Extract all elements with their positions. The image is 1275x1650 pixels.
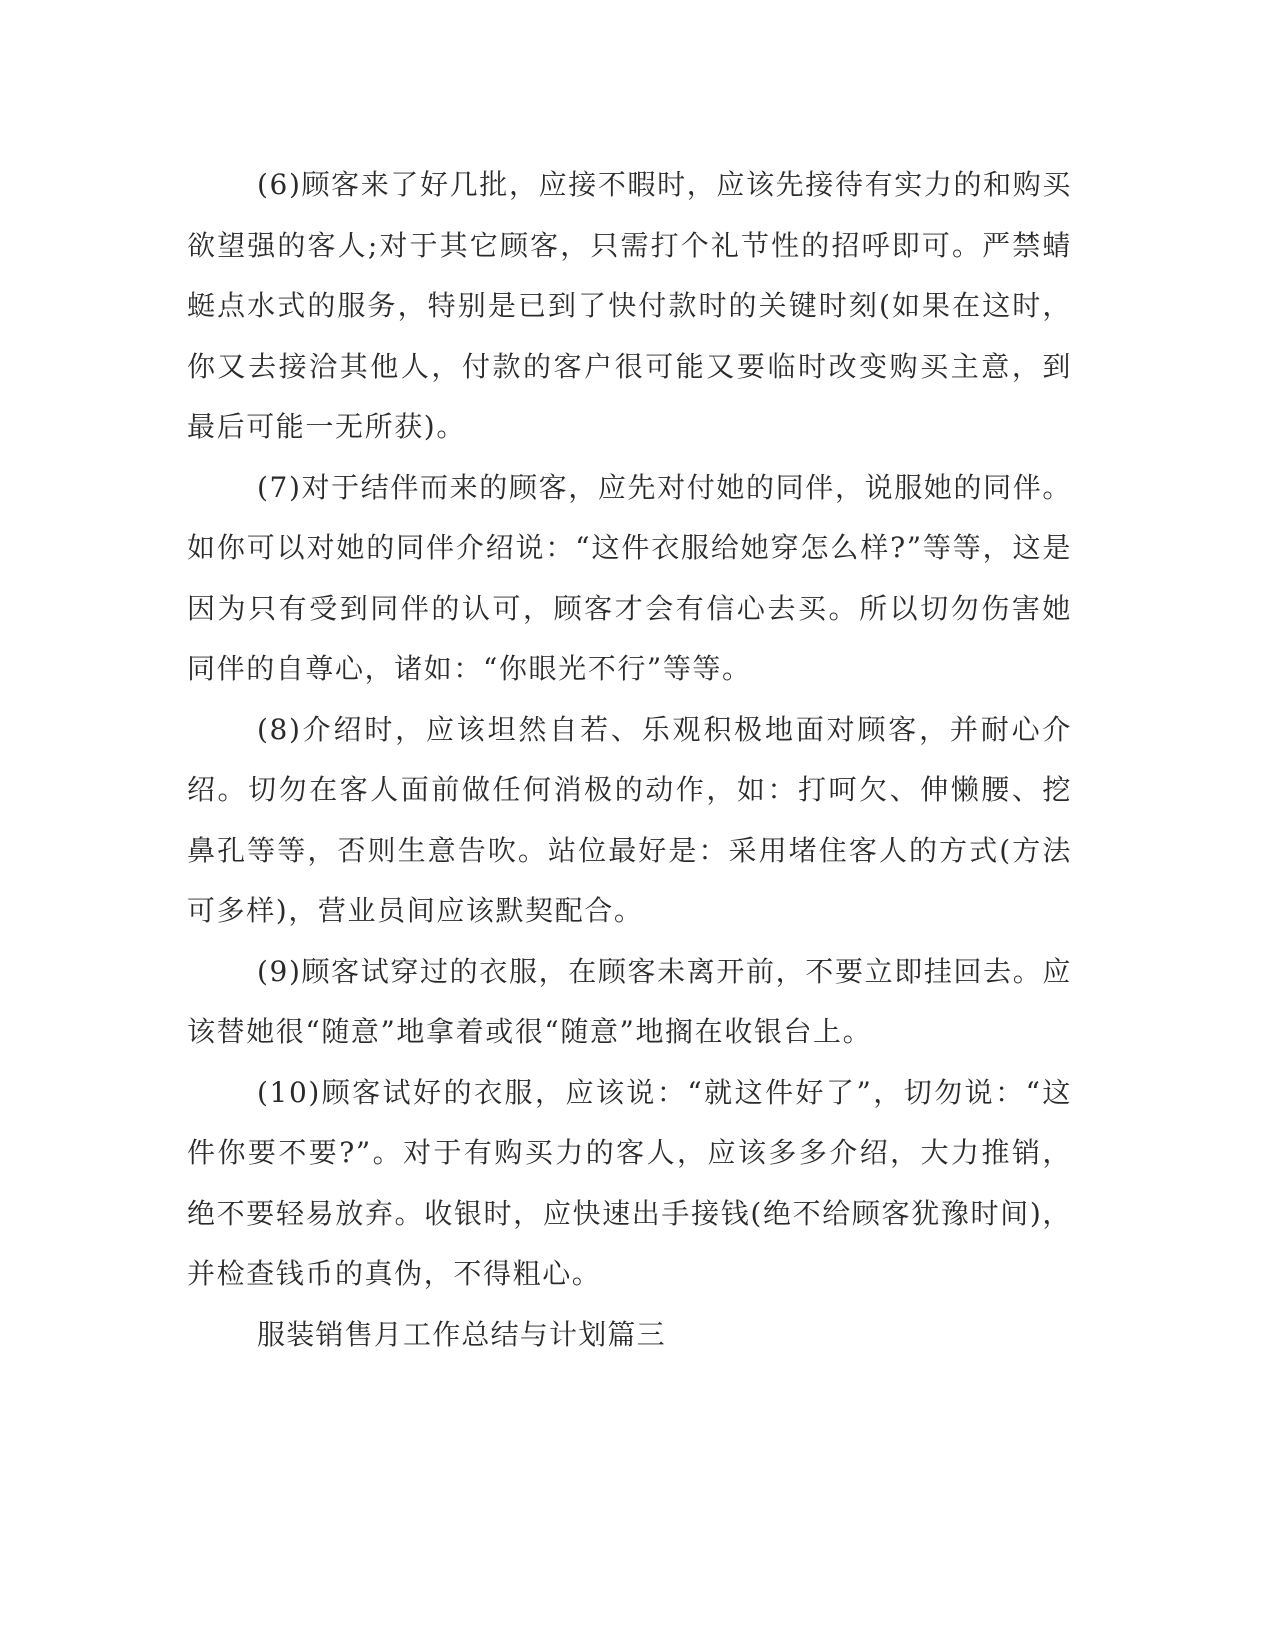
paragraph-item-9: (9)顾客试穿过的衣服，在顾客未离开前，不要立即挂回去。应该替她很“随意”地拿着或很“随意”地搁在收银台上。 (187, 954, 1072, 1048)
document-body (187, 155, 1072, 1365)
paragraph-item-10: (10)顾客试好的衣服，应该说：“就这件好了”，切勿说：“这件你要不要?”。对于有购买力的客人，应该多多介绍，大力推销，绝不要轻易放弃。收银时，应快速出手接钱(绝不给顾客犹豫时间)，并检查钱币的真伪，不得粗心。 (187, 1075, 1072, 1290)
section-heading: 服装销售月工作总结与计划篇三 (257, 1317, 666, 1351)
paragraph-item-7: (7)对于结伴而来的顾客，应先对付她的同伴，说服她的同伴。如你可以对她的同伴介绍说：“这件衣服给她穿怎么样?”等等，这是因为只有受到同伴的认可，顾客才会有信心去买。所以切勿伤害她同伴的自尊心，诸如：“你眼光不行”等等。 (187, 470, 1072, 685)
paragraph-item-6: (6)顾客来了好几批，应接不暇时，应该先接待有实力的和购买欲望强的客人;对于其它顾客，只需打个礼节性的招呼即可。严禁蜻蜓点水式的服务，特别是已到了快付款时的关键时刻(如果在这时，你又去接洽其他人，付款的客户很可能又要临时改变购买主意，到最后可能一无所获)。 (187, 168, 1072, 443)
paragraph-item-8: (8)介绍时，应该坦然自若、乐观积极地面对顾客，并耐心介绍。切勿在客人面前做任何消极的动作，如：打呵欠、伸懒腰、挖鼻孔等等，否则生意告吹。站位最好是：采用堵住客人的方式(方法可多样)，营业员间应该默契配合。 (187, 712, 1072, 927)
